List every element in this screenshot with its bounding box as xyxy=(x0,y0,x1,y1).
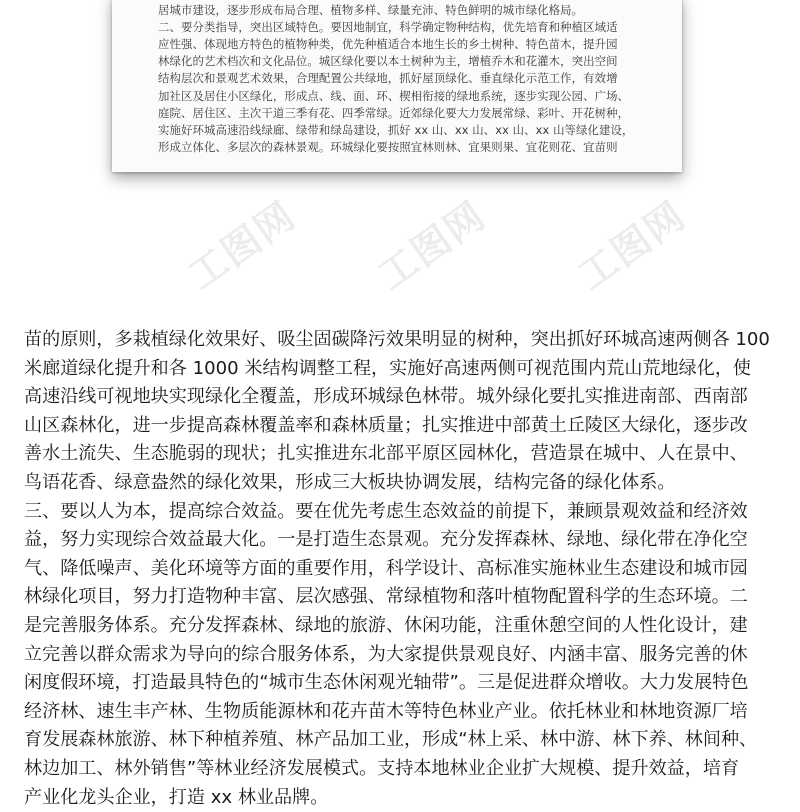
body-line: 善水土流失、生态脆弱的现状；扎实推进东北部平原区园林化，营造景在城中、人在景中、 xyxy=(24,440,784,469)
body-line: 米廊道绿化提升和各 1000 米结构调整工程，实施好高速两侧可视范围内荒山荒地绿化，使 xyxy=(24,355,784,384)
preview-text xyxy=(158,0,670,156)
body-line: 三、要以人为本，提高综合效益。要在优先考虑生态效益的前提下，兼顾景观效益和经济效 xyxy=(24,498,784,527)
preview-line: 庭院、居住区、主次干道三季有花、四季常绿。近郊绿化要大力发展常绿、彩叶、开花树种， xyxy=(158,105,670,122)
preview-line: 居城市建设，逐步形成布局合理、植物多样、绿量充沛、特色鲜明的城市绿化格局。 xyxy=(158,2,670,19)
body-line: 高速沿线可视地块实现绿化全覆盖，形成环城绿色林带。城外绿化要扎实推进南部、西南部 xyxy=(24,383,784,412)
body-line: 鸟语花香、绿意盎然的绿化效果，形成三大板块协调发展，结构完备的绿化体系。 xyxy=(24,469,784,498)
body-line: 育发展森林旅游、林下种植养殖、林产品加工业，形成“林上采、林中游、林下养、林间种、 xyxy=(24,726,784,755)
preview-line: 应性强、体现地方特色的植物种类，优先种植适合本地生长的乡土树种、特色苗木，提升园 xyxy=(158,36,670,53)
body-line: 山区森林化，进一步提高森林覆盖率和森林质量；扎实推进中部黄土丘陵区大绿化，逐步改 xyxy=(24,412,784,441)
body-line: 产业化龙头企业，打造 xx 林业品牌。 xyxy=(24,784,784,812)
body-line: 苗的原则，多栽植绿化效果好、吸尘固碳降污效果明显的树种，突出抓好环城高速两侧各 100 xyxy=(24,326,784,355)
body-line: 林边加工、林外销售”等林业经济发展模式。支持本地林业企业扩大规模、提升效益，培育 xyxy=(24,755,784,784)
document-body-text xyxy=(24,326,784,812)
watermark-logo: 工图网 xyxy=(565,186,695,300)
body-line: 经济林、速生丰产林、生物质能源林和花卉苗木等特色林业产业。依托林业和林地资源厂培 xyxy=(24,698,784,727)
watermark-logo: 工图网 xyxy=(175,186,305,300)
body-line: 气、降低噪声、美化环境等方面的重要作用，科学设计、高标准实施林业生态建设和城市园 xyxy=(24,555,784,584)
preview-line: 形成立体化、多层次的森林景观。环城绿化要按照宜林则林、宜果则果、宜花则花、宜苗则 xyxy=(158,139,670,156)
preview-area xyxy=(0,0,800,300)
body-line: 闲度假环境，打造最具特色的“城市生态休闲观光轴带”。三是促进群众增收。大力发展特色 xyxy=(24,669,784,698)
body-line: 是完善服务体系。充分发挥森林、绿地的旅游、休闲功能，注重休憩空间的人性化设计，建 xyxy=(24,612,784,641)
preview-line: 二、要分类指导，突出区域特色。要因地制宜，科学确定物种结构，优先培育和种植区域适 xyxy=(158,19,670,36)
preview-line: 结构层次和景观艺术效果，合理配置公共绿地，抓好屋顶绿化、垂直绿化示范工作，有效增 xyxy=(158,70,670,87)
watermark-logo: 工图网 xyxy=(365,186,495,300)
body-line: 立完善以群众需求为导向的综合服务体系，为大家提供景观良好、内涵丰富、服务完善的休 xyxy=(24,641,784,670)
preview-line: 加社区及居住小区绿化，形成点、线、面、环、楔相衔接的绿地系统，逐步实现公园、广场、 xyxy=(158,88,670,105)
document-preview-card xyxy=(112,0,682,172)
preview-line: 实施好环城高速沿线绿廊、绿带和绿岛建设，抓好 xx 山、xx 山、xx 山、xx 山等绿化建设， xyxy=(158,122,670,139)
body-line: 林绿化项目，努力打造物种丰富、层次感强、常绿植物和落叶植物配置科学的生态环境。二 xyxy=(24,583,784,612)
body-line: 益，努力实现综合效益最大化。一是打造生态景观。充分发挥森林、绿地、绿化带在净化空 xyxy=(24,526,784,555)
preview-line: 林绿化的艺术档次和文化品位。城区绿化要以本土树种为主，增植乔木和花灌木，突出空间 xyxy=(158,53,670,70)
